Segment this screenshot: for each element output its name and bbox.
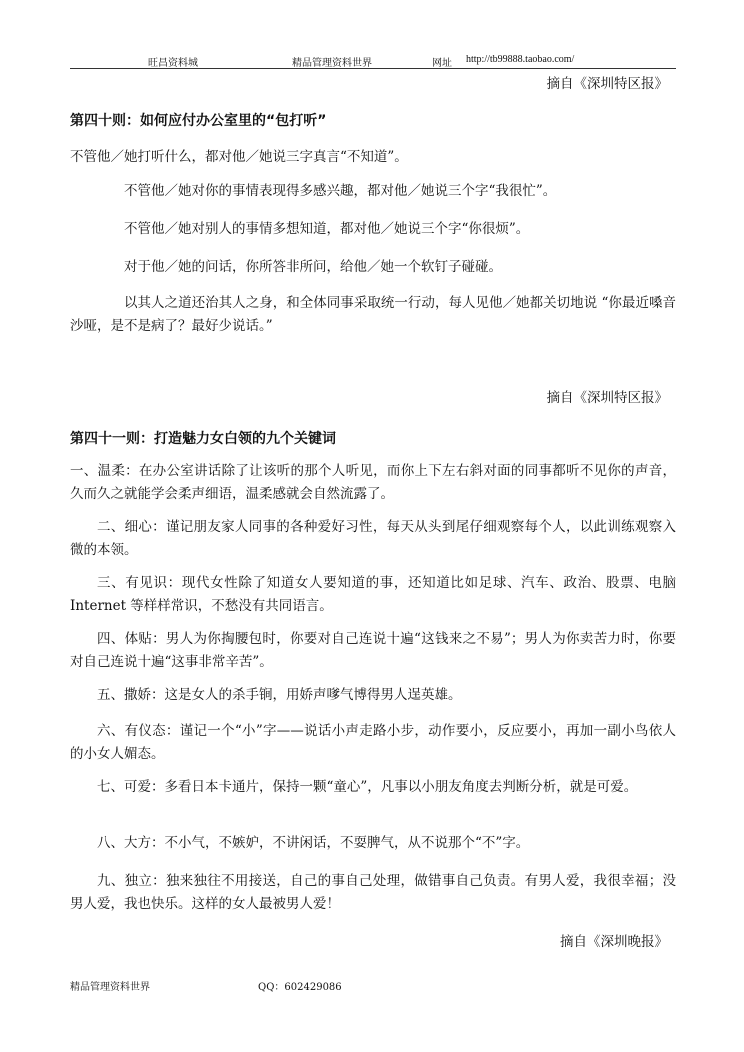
paragraph: 九、独立：独来独往不用接送，自己的事自己处理，做错事自己负责。有男人爱，我很幸福；没男人爱，我也快乐。这样的女人最被男人爱！: [70, 873, 676, 912]
section-title: 第四十则：如何应付办公室里的“包打听”: [70, 113, 327, 129]
paragraph: 八、大方：不小气，不嫉妒，不讲闲话，不耍脾气，从不说那个“不”字。: [97, 835, 530, 851]
paragraph: 不管他／她对别人的事情多想知道，都对他／她说三个字“你很烦”。: [124, 221, 530, 237]
paragraph: 七、可爱：多看日本卡通片，保持一颗“童心”，凡事以小朋友角度去判断分析，就是可爱。: [97, 779, 638, 795]
paragraph: 四、体贴：男人为你掏腰包时，你要对自己连说十遍“这钱来之不易”；男人为你卖苦力时，你要对自己连说十遍“这事非常辛苦”。: [70, 631, 676, 670]
paragraph: 一、温柔：在办公室讲话除了让该听的那个人听见，而你上下左右斜对面的同事都听不见你的声音，久而久之就能学会柔声细语，温柔感就会自然流露了。: [70, 463, 676, 502]
paragraph: 以其人之道还治其人之身，和全体同事采取统一行动，每人见他／她都关切地说 “你最近嗓音沙哑，是不是病了？最好少说话。”: [70, 295, 676, 334]
source-note: 摘自《深圳特区报》: [546, 76, 668, 92]
source-note: 摘自《深圳晚报》: [560, 934, 668, 950]
paragraph: 二、细心：谨记朋友家人同事的各种爱好习性，每天从头到尾仔细观察每个人，以此训练观察入微的本领。: [70, 519, 676, 558]
paragraph: 五、撒娇：这是女人的杀手锏，用娇声嗲气博得男人逞英雄。: [97, 687, 462, 703]
page-header: [70, 52, 676, 69]
section-title: 第四十一则：打造魅力女白领的九个关键词: [70, 431, 336, 447]
header-store-name: 旺昌资料城: [148, 58, 198, 69]
header-site-name: 精品管理资料世界: [292, 58, 372, 69]
paragraph: 不管他／她对你的事情表现得多感兴趣，都对他／她说三个字“我很忙”。: [124, 183, 557, 199]
source-note: 摘自《深圳特区报》: [546, 390, 668, 406]
footer-site-name: 精品管理资料世界: [70, 982, 150, 993]
header-url-label: 网址: [432, 58, 452, 69]
paragraph: 不管他／她打听什么，都对他／她说三字真言“不知道”。: [70, 149, 408, 165]
paragraph: 对于他／她的问话，你所答非所问，给他／她一个软钉子碰碰。: [124, 259, 502, 275]
footer-qq: QQ：602429086: [258, 982, 342, 993]
paragraph: 三、有见识：现代女性除了知道女人要知道的事，还知道比如足球、汽车、政治、股票、电脑 Internet 等样样常识，不愁没有共同语言。: [70, 575, 676, 614]
header-url-link[interactable]: http://tb99888.taobao.com/: [466, 54, 575, 65]
paragraph: 六、有仪态：谨记一个“小”字——说话小声走路小步，动作要小，反应要小，再加一副小鸟依人的小女人媚态。: [70, 723, 676, 762]
